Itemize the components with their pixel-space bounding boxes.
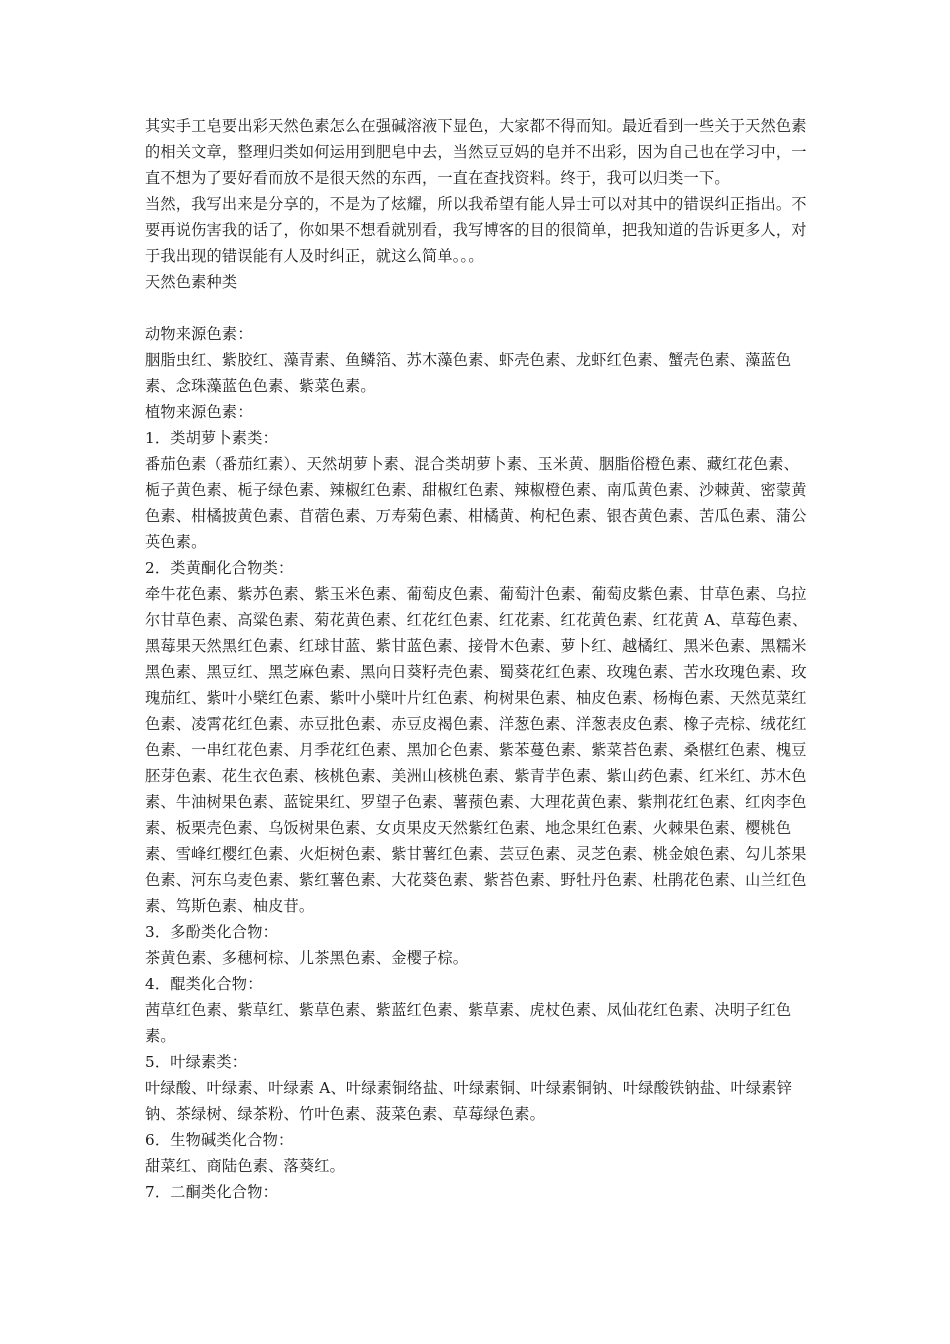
sharing-paragraph: 当然，我写出来是分享的，不是为了炫耀，所以我希望有能人异士可以对其中的错误纠正指出。不要再说伤害我的话了，你如果不想看就别看，我写博客的目的很简单，把我知道的告诉更多人，对于我出现的错误能有人及时纠正，就这么简单。。。	[145, 195, 807, 265]
document-body	[145, 113, 810, 1205]
chlorophylls-list: 叶绿酸、叶绿素、叶绿素 A、叶绿素铜络盐、叶绿素铜、叶绿素铜钠、叶绿酸铁钠盐、叶绿素锌钠、茶绿树、绿茶粉、竹叶色素、菠菜色素、草莓绿色素。	[145, 1079, 793, 1123]
carotenoids-heading: 1．类胡萝卜素类：	[145, 429, 278, 447]
plant-pigments-heading: 植物来源色素：	[145, 403, 253, 421]
alkaloids-heading: 6．生物碱类化合物：	[145, 1131, 294, 1149]
intro-paragraph: 其实手工皂要出彩天然色素怎么在强碱溶液下显色，大家都不得而知。最近看到一些关于天然色素的相关文章，整理归类如何运用到肥皂中去，当然豆豆妈的皂并不出彩，因为自己也在学习中，一直不想为了要好看而放不是很天然的东西，一直在查找资料。终于，我可以归类一下。	[145, 117, 807, 187]
flavonoids-list: 牵牛花色素、紫苏色素、紫玉米色素、葡萄皮色素、葡萄汁色素、葡萄皮紫色素、甘草色素、乌拉尔甘草色素、高粱色素、菊花黄色素、红花红色素、红花素、红花黄色素、红花黄 A、草莓色素、黑莓果天然黑红色素、红球甘蓝、紫甘蓝色素、接骨木色素、萝卜红、越橘红、黑米色素、黑糯米黑色素、黑豆红、黑芝麻色素、黑向日葵籽壳色素、蜀葵花红色素、玫瑰色素、苦水玫瑰色素、玫瑰茄红、紫叶小檗红色素、紫叶小檗叶片红色素、枸树果色素、柚皮色素、杨梅色素、天然苋菜红色素、凌霄花红色素、赤豆批色素、赤豆皮褐色素、洋葱色素、洋葱表皮色素、橡子壳棕、绒花红色素、一串红花色素、月季花红色素、黑加仑色素、紫苯蔓色素、紫菜苔色素、桑椹红色素、槐豆胚芽色素、花生衣色素、核桃色素、美洲山核桃色素、紫青芋色素、紫山药色素、红米红、苏木色素、牛油树果色素、蓝锭果红、罗望子色素、薯蓣色素、大理花黄色素、紫荆花红色素、红肉李色素、板栗壳色素、乌饭树果色素、女贞果皮天然紫红色素、地念果红色素、火棘果色素、樱桃色素、雪峰红樱红色素、火炬树色素、紫甘薯红色素、芸豆色素、灵芝色素、桃金娘色素、勾儿茶果色素、河东乌麦色素、紫红薯色素、大花葵色素、紫苔色素、野牡丹色素、杜鹃花色素、山兰红色素、笃斯色素、柚皮苷。	[145, 585, 808, 915]
quinones-list: 茜草红色素、紫草红、紫草色素、紫蓝红色素、紫草素、虎杖色素、凤仙花红色素、决明子红色素。	[145, 1001, 792, 1045]
diketones-heading: 7．二酮类化合物：	[145, 1183, 278, 1201]
carotenoids-list: 番茄色素（番茄红素）、天然胡萝卜素、混合类胡萝卜素、玉米黄、胭脂俗橙色素、藏红花色素、栀子黄色素、栀子绿色素、辣椒红色素、甜椒红色素、辣椒橙色素、南瓜黄色素、沙棘黄、密蒙黄色素、柑橘披黄色素、苜蓿色素、万寿菊色素、柑橘黄、枸杞色素、银杏黄色素、苦瓜色素、蒲公英色素。	[145, 455, 807, 551]
animal-pigments-list: 胭脂虫红、紫胶红、藻青素、鱼鳞箔、苏木藻色素、虾壳色素、龙虾红色素、蟹壳色素、藻蓝色素、念珠藻蓝色色素、紫菜色素。	[145, 351, 792, 395]
flavonoids-heading: 2．类黄酮化合物类：	[145, 559, 294, 577]
section-title: 天然色素种类	[145, 273, 238, 291]
animal-pigments-heading: 动物来源色素：	[145, 325, 253, 343]
polyphenols-list: 茶黄色素、多穗柯棕、儿茶黑色素、金樱子棕。	[145, 949, 469, 967]
quinones-heading: 4．醌类化合物：	[145, 975, 263, 993]
polyphenols-heading: 3．多酚类化合物：	[145, 923, 278, 941]
blank-line	[145, 295, 810, 321]
chlorophylls-heading: 5．叶绿素类：	[145, 1053, 248, 1071]
alkaloids-list: 甜菜红、商陆色素、落葵红。	[145, 1157, 346, 1175]
